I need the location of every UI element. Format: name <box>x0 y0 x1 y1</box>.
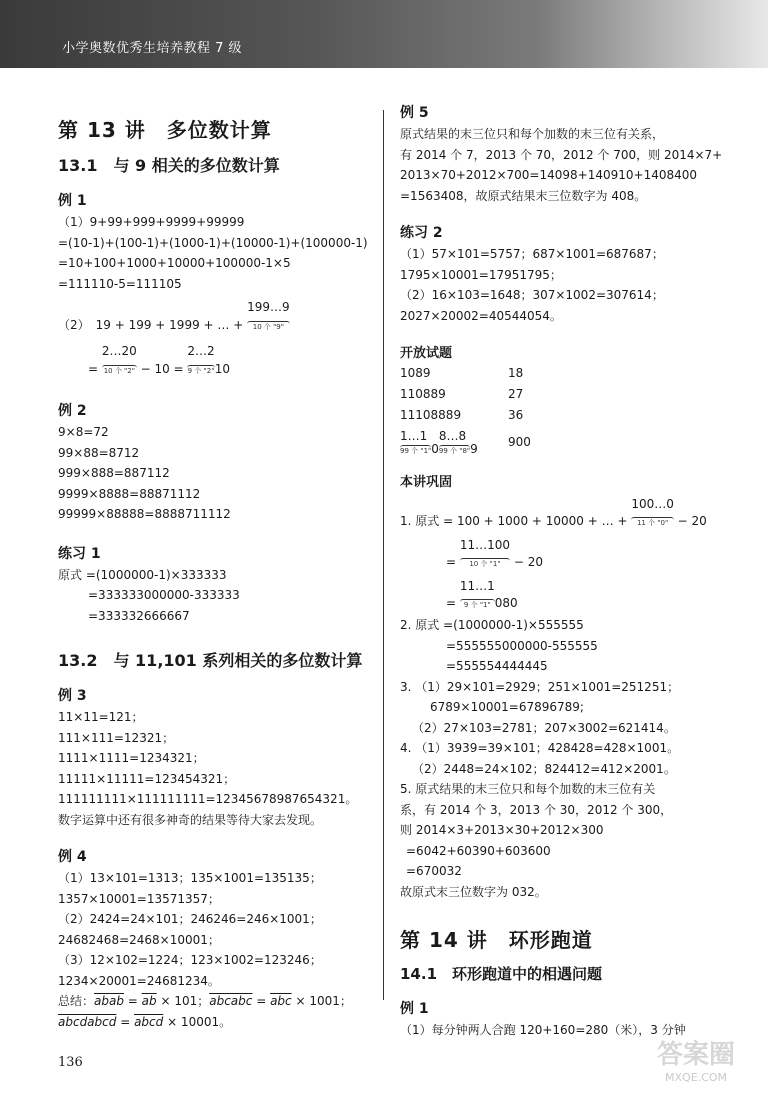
ex1-brace-term <box>247 294 290 331</box>
review-3-tail: 080 <box>494 596 518 610</box>
brace-ones <box>400 428 431 455</box>
review-line: 故原式末三位数字为 032。 <box>400 884 547 899</box>
times-1001: × 1001； <box>291 994 352 1008</box>
ex1-minus-text: − 10 = <box>136 362 188 376</box>
brace-ones-note: 99 个 "1" <box>400 447 432 455</box>
example-2-label: 例 2 <box>58 403 87 419</box>
example-5-label: 例 5 <box>400 105 429 121</box>
review-line: 4. （1）3939=39×101；428428=428×1001。 <box>400 741 680 755</box>
ex1-brace-term-2 <box>102 338 137 375</box>
review-1-tail: − 20 <box>673 514 707 528</box>
page-header <box>0 0 768 68</box>
review-line: =555554444445 <box>446 659 548 673</box>
open-cell: 36 <box>508 408 524 422</box>
review-line: 6789×10001=67896789; <box>430 700 584 714</box>
pr1-line-1: 原式 =(1000000-1)×333333 <box>58 567 227 582</box>
ex4-line-4: 24682468=2468×10001； <box>58 932 220 947</box>
watermark-url: MXQE.COM <box>665 1071 727 1084</box>
review-brace-1 <box>631 492 674 527</box>
review-line: =555555000000-555555 <box>446 638 598 653</box>
watermark-logo <box>636 1034 756 1104</box>
page-number: 136 <box>58 1055 83 1070</box>
overline-abcdabcd: abcdabcd <box>58 1014 117 1029</box>
ex2-line: 99999×88888=8888711112 <box>58 507 231 521</box>
ex1-line-6 <box>58 338 368 382</box>
section-13-1-title: 13.1 与 9 相关的多位数计算 <box>58 156 280 175</box>
open-row <box>400 405 710 426</box>
ex4-line-5: （3）12×102=1224；123×1002=123246； <box>58 953 322 967</box>
ex1-tail: 10 <box>214 362 230 376</box>
review-brace-3-value: 11…1 <box>459 579 495 593</box>
review-1-line-3 <box>400 574 710 615</box>
ex1-brace-value: 199…9 <box>247 300 290 314</box>
ex1-brace-note-3: 9 个 "2" <box>187 367 215 375</box>
ex4-summary-2 <box>58 1012 368 1033</box>
review-1-text: 1. 原式 = 100 + 1000 + 10000 + … + <box>400 514 632 528</box>
ex5-line: 2013×70+2012×700=14098+140910+1408400 <box>400 168 698 182</box>
overline-ab: $\overline{ab}$ <box>141 994 157 1008</box>
open-cell: 27 <box>508 387 524 401</box>
ex2-line: 9999×8888=88871112 <box>58 486 201 501</box>
review-line: =670032 <box>406 864 462 878</box>
ex1-eq-sign: = <box>88 362 102 376</box>
review-line: 2. 原式 =(1000000-1)×555555 <box>400 618 584 632</box>
overline-abab: abab <box>94 994 124 1008</box>
ex1-brace-term-3 <box>187 338 214 375</box>
watermark-text: 答案圈 <box>656 1040 735 1070</box>
right-column <box>400 100 723 1041</box>
ex3-line: 11×11=121； <box>58 710 144 724</box>
ex1-line-5 <box>58 294 368 338</box>
section-14-1-title: 14.1 环形跑道中的相遇问题 <box>400 965 603 983</box>
zero-digit: 0 <box>431 442 439 456</box>
book-title: 小学奥数优秀生培养教程 7 级 <box>62 41 243 56</box>
ex5-line: 有 2014 个 7，2013 个 70，2012 个 700，则 2014×7+ <box>400 147 723 162</box>
ex1-sum-text: （2） 19 + 199 + 1999 + … + <box>58 318 248 332</box>
review-2-tail: − 20 <box>510 555 544 569</box>
ex4-line-3: （2）2424=24×101；246246=246×1001； <box>58 912 322 926</box>
ex5-line: 原式结果的末三位只和每个加数的末三位有关系， <box>400 127 665 141</box>
ex3-line: 111×111=12321； <box>58 730 175 745</box>
ex3-line: 数字运算中还有很多神奇的结果等待大家去发现。 <box>58 812 323 827</box>
review-brace-2-value: 11…100 <box>459 538 511 552</box>
pr2-line: 1795×10001=17951795； <box>400 267 562 282</box>
ex1-line-3: =10+100+1000+10000+100000-1×5 <box>58 256 291 270</box>
ex3-line: 1111×1111=1234321； <box>58 751 205 765</box>
ex1-brace-note-2: 10 个 "2" <box>103 367 135 375</box>
eq: = <box>116 1014 135 1029</box>
nine-digit: 9 <box>470 442 478 456</box>
open-cell: 110889 <box>400 387 446 401</box>
ex2-line: 999×888=887112 <box>58 466 170 480</box>
brace-eights-note: 99 个 "8" <box>438 447 471 455</box>
pr1-line-2: =333333000000-333333 <box>88 588 240 602</box>
column-divider <box>383 110 384 1000</box>
open-row-last <box>400 428 710 457</box>
review-line: 系，有 2014 个 3，2013 个 30，2012 个 300， <box>400 802 673 817</box>
ex2-line: 99×88=8712 <box>58 445 140 460</box>
review-brace-2 <box>460 533 510 568</box>
review-1-line-1 <box>400 492 710 533</box>
brace-ones-value: 1…1 <box>400 429 428 443</box>
ex2-line: 9×8=72 <box>58 425 109 439</box>
ex1-brace-value-2: 2…20 <box>101 344 137 358</box>
ex1-line-2: =(10-1)+(100-1)+(1000-1)+(10000-1)+(100000-1) <box>58 235 368 250</box>
ex1-brace-value-3: 2…2 <box>187 344 215 358</box>
open-cell: 900 <box>508 435 531 449</box>
review-label: 本讲巩固 <box>400 475 453 490</box>
review-brace-1-note: 11 个 "0" <box>631 517 674 527</box>
review-brace-1-value: 100…0 <box>631 497 674 511</box>
ex1-line-4: =111110-5=111105 <box>58 276 182 291</box>
brace-eights-value: 8…8 <box>438 429 467 443</box>
ex4-line-2: 1357×10001=13571357； <box>58 891 220 906</box>
review-brace-3-note: 9 个 "1" <box>460 599 495 609</box>
review-brace-2-note: 10 个 "1" <box>460 558 510 568</box>
section-13-2-title: 13.2 与 11,101 系列相关的多位数计算 <box>58 651 363 670</box>
overline-abc: $\overline{abc}$ <box>270 994 292 1008</box>
eq: = <box>252 994 271 1008</box>
times-10001: × 10001。 <box>163 1014 232 1029</box>
lecture-14-title: 第 14 讲 环形跑道 <box>400 928 593 952</box>
open-row <box>400 384 710 405</box>
overline-abcabc: abcabc <box>209 994 253 1008</box>
summary-label: 总结： <box>58 994 95 1008</box>
open-cell: 18 <box>508 366 524 380</box>
eq: = <box>446 596 460 610</box>
ex1b-line-1: （1）每分钟两人合跑 120+160=280（米），3 分钟 <box>400 1023 686 1037</box>
open-row <box>400 363 710 384</box>
ex3-line: 111111111×111111111=12345678987654321。 <box>58 792 358 806</box>
review-line: （2）27×103=2781；207×3002=621414。 <box>412 720 676 735</box>
review-brace-3 <box>460 574 495 609</box>
pr1-line-3: =333332666667 <box>88 608 190 623</box>
eq: = <box>123 994 142 1008</box>
brace-eights <box>439 428 470 455</box>
ex1-line-1: （1）9+99+999+9999+99999 <box>58 215 245 229</box>
open-cell-braced <box>400 428 508 457</box>
left-column <box>58 100 368 1032</box>
times-101: × 101； <box>156 994 210 1008</box>
ex5-line: =1563408，故原式结果末三位数字为 408。 <box>400 188 647 203</box>
open-cell: 11108889 <box>400 408 462 422</box>
open-question-label: 开放试题 <box>400 346 453 361</box>
example-1-label: 例 1 <box>58 193 87 209</box>
ex1-brace-note: 10 个 "9" <box>247 321 290 331</box>
review-line: 5. 原式结果的末三位只和每个加数的末三位有关 <box>400 782 656 796</box>
eq: = <box>446 555 460 569</box>
example-4-label: 例 4 <box>58 849 87 865</box>
lecture-13-title: 第 13 讲 多位数计算 <box>58 118 272 142</box>
review-line: =6042+60390+603600 <box>406 843 551 858</box>
example-1b-label: 例 1 <box>400 1001 429 1017</box>
practice-1-label: 练习 1 <box>58 545 101 562</box>
ex4-line-1: （1）13×101=1313；135×1001=135135； <box>58 871 322 885</box>
review-line: 则 2014×3+2013×30+2012×300 <box>400 823 604 837</box>
overline-abcd: abcd <box>134 1014 164 1029</box>
pr2-line: 2027×20002=40544054。 <box>400 308 562 323</box>
review-1-line-2 <box>400 533 710 574</box>
open-cell: 1089 <box>400 366 431 380</box>
ex4-line-6: 1234×20001=24681234。 <box>58 973 220 988</box>
review-line: （2）2448=24×102；824412=412×2001。 <box>412 761 676 776</box>
pr2-line: （1）57×101=5757；687×1001=687687； <box>400 247 664 261</box>
pr2-line: （2）16×103=1648；307×1002=307614； <box>400 288 664 302</box>
ex3-line: 11111×11111=123454321； <box>58 771 236 786</box>
practice-2-label: 练习 2 <box>400 225 443 241</box>
ex4-summary-1 <box>58 991 368 1012</box>
review-line: 3. （1）29×101=2929；251×1001=251251； <box>400 679 680 694</box>
example-3-label: 例 3 <box>58 688 87 704</box>
